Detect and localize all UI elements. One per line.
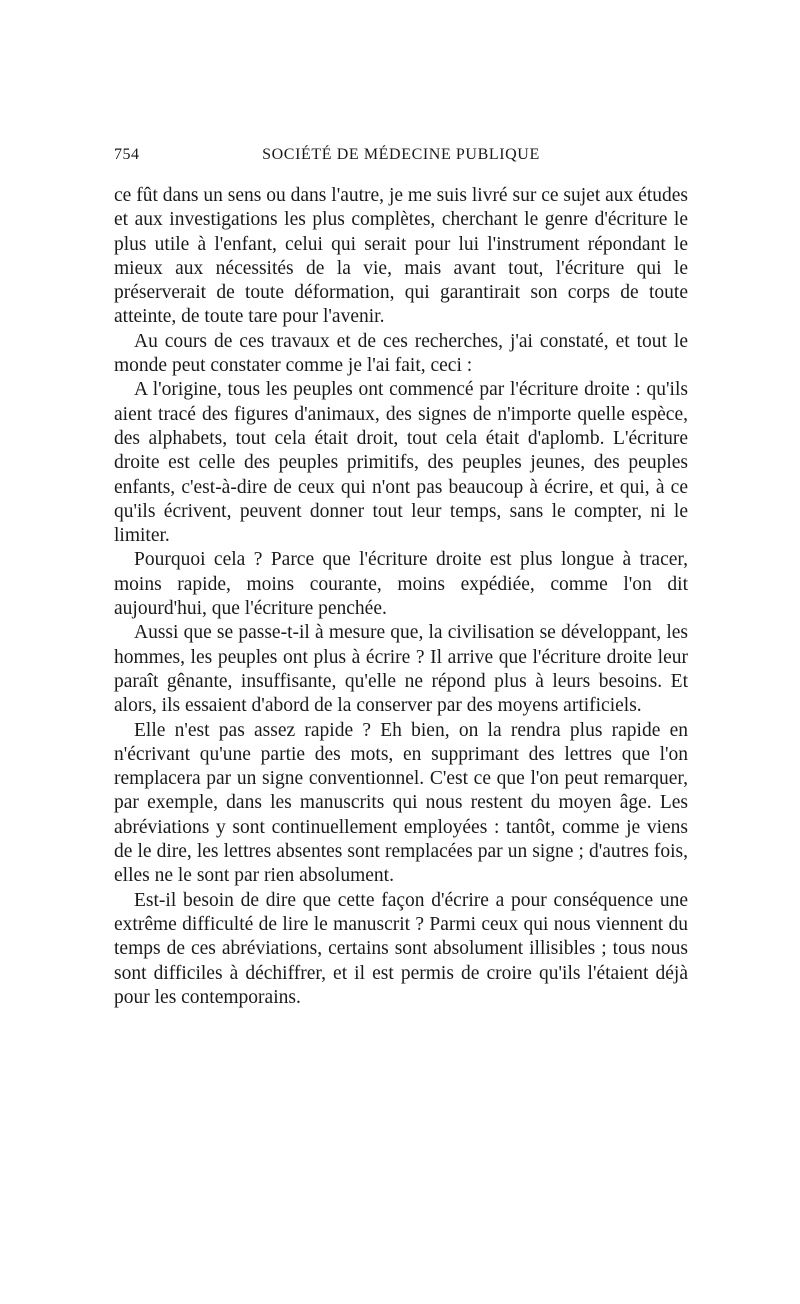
page (114, 142, 688, 1010)
page-number: 754 (114, 146, 140, 163)
paragraph-1: ce fût dans un sens ou dans l'autre, je me suis livré sur ce sujet aux études et aux investigations les plus complètes, cherchant le genre d'écriture le plus utile à l'enfant, celui qui serait pour lui l'instrument répondant le mieux aux nécessités de la vie, mais avant tout, l'écriture qui le préserverait de toute déformation, qui garantirait son corps de toute atteinte, de toute tare pour l'avenir. (114, 185, 688, 328)
paragraph-2: Au cours de ces travaux et de ces recherches, j'ai constaté, et tout le monde peut constater comme je l'ai fait, ceci : (114, 330, 688, 377)
paragraph-7: Est-il besoin de dire que cette façon d'écrire a pour conséquence une extrême difficulté de lire le manuscrit ? Parmi ceux qui nous viennent du temps de ces abréviations, certains sont absolument illisibles ; tous nous sont difficiles à déchiffrer, et il est permis de croire qu'ils l'étaient déjà pour les contemporains. (114, 889, 688, 1008)
running-header (114, 142, 688, 168)
body-text (114, 184, 688, 1010)
running-title: SOCIÉTÉ DE MÉDECINE PUBLIQUE (262, 146, 540, 163)
paragraph-3: A l'origine, tous les peuples ont commencé par l'écriture droite : qu'ils aient tracé des figures d'animaux, des signes de n'importe quelle espèce, des alphabets, tout cela était droit, tout cela était d'aplomb. L'écriture droite est celle des peuples primitifs, des peuples jeunes, des peuples enfants, c'est-à-dire de ceux qui n'ont pas beaucoup à écrire, et qui, à ce qu'ils écrivent, peuvent donner tout leur temps, sans le compter, ni le limiter. (114, 379, 688, 547)
paragraph-4: Pourquoi cela ? Parce que l'écriture droite est plus longue à tracer, moins rapide, moins courante, moins expédiée, comme l'on dit aujourd'hui, que l'écriture penchée. (114, 549, 688, 620)
paragraph-6: Elle n'est pas assez rapide ? Eh bien, on la rendra plus rapide en n'écrivant qu'une partie des mots, en supprimant des lettres que l'on remplacera par un signe conventionnel. C'est ce que l'on peut remarquer, par exemple, dans les manuscrits qui nous restent du moyen âge. Les abréviations y sont continuellement employées : tantôt, comme je viens de le dire, les lettres absentes sont remplacées par un signe ; d'autres fois, elles ne le sont par rien absolument. (114, 719, 688, 887)
paragraph-5: Aussi que se passe-t-il à mesure que, la civilisation se développant, les hommes, les peuples ont plus à écrire ? Il arrive que l'écriture droite leur paraît gênante, insuffisante, qu'elle ne répond plus à leurs besoins. Et alors, ils essaient d'abord de la conserver par des moyens artificiels. (114, 622, 688, 717)
